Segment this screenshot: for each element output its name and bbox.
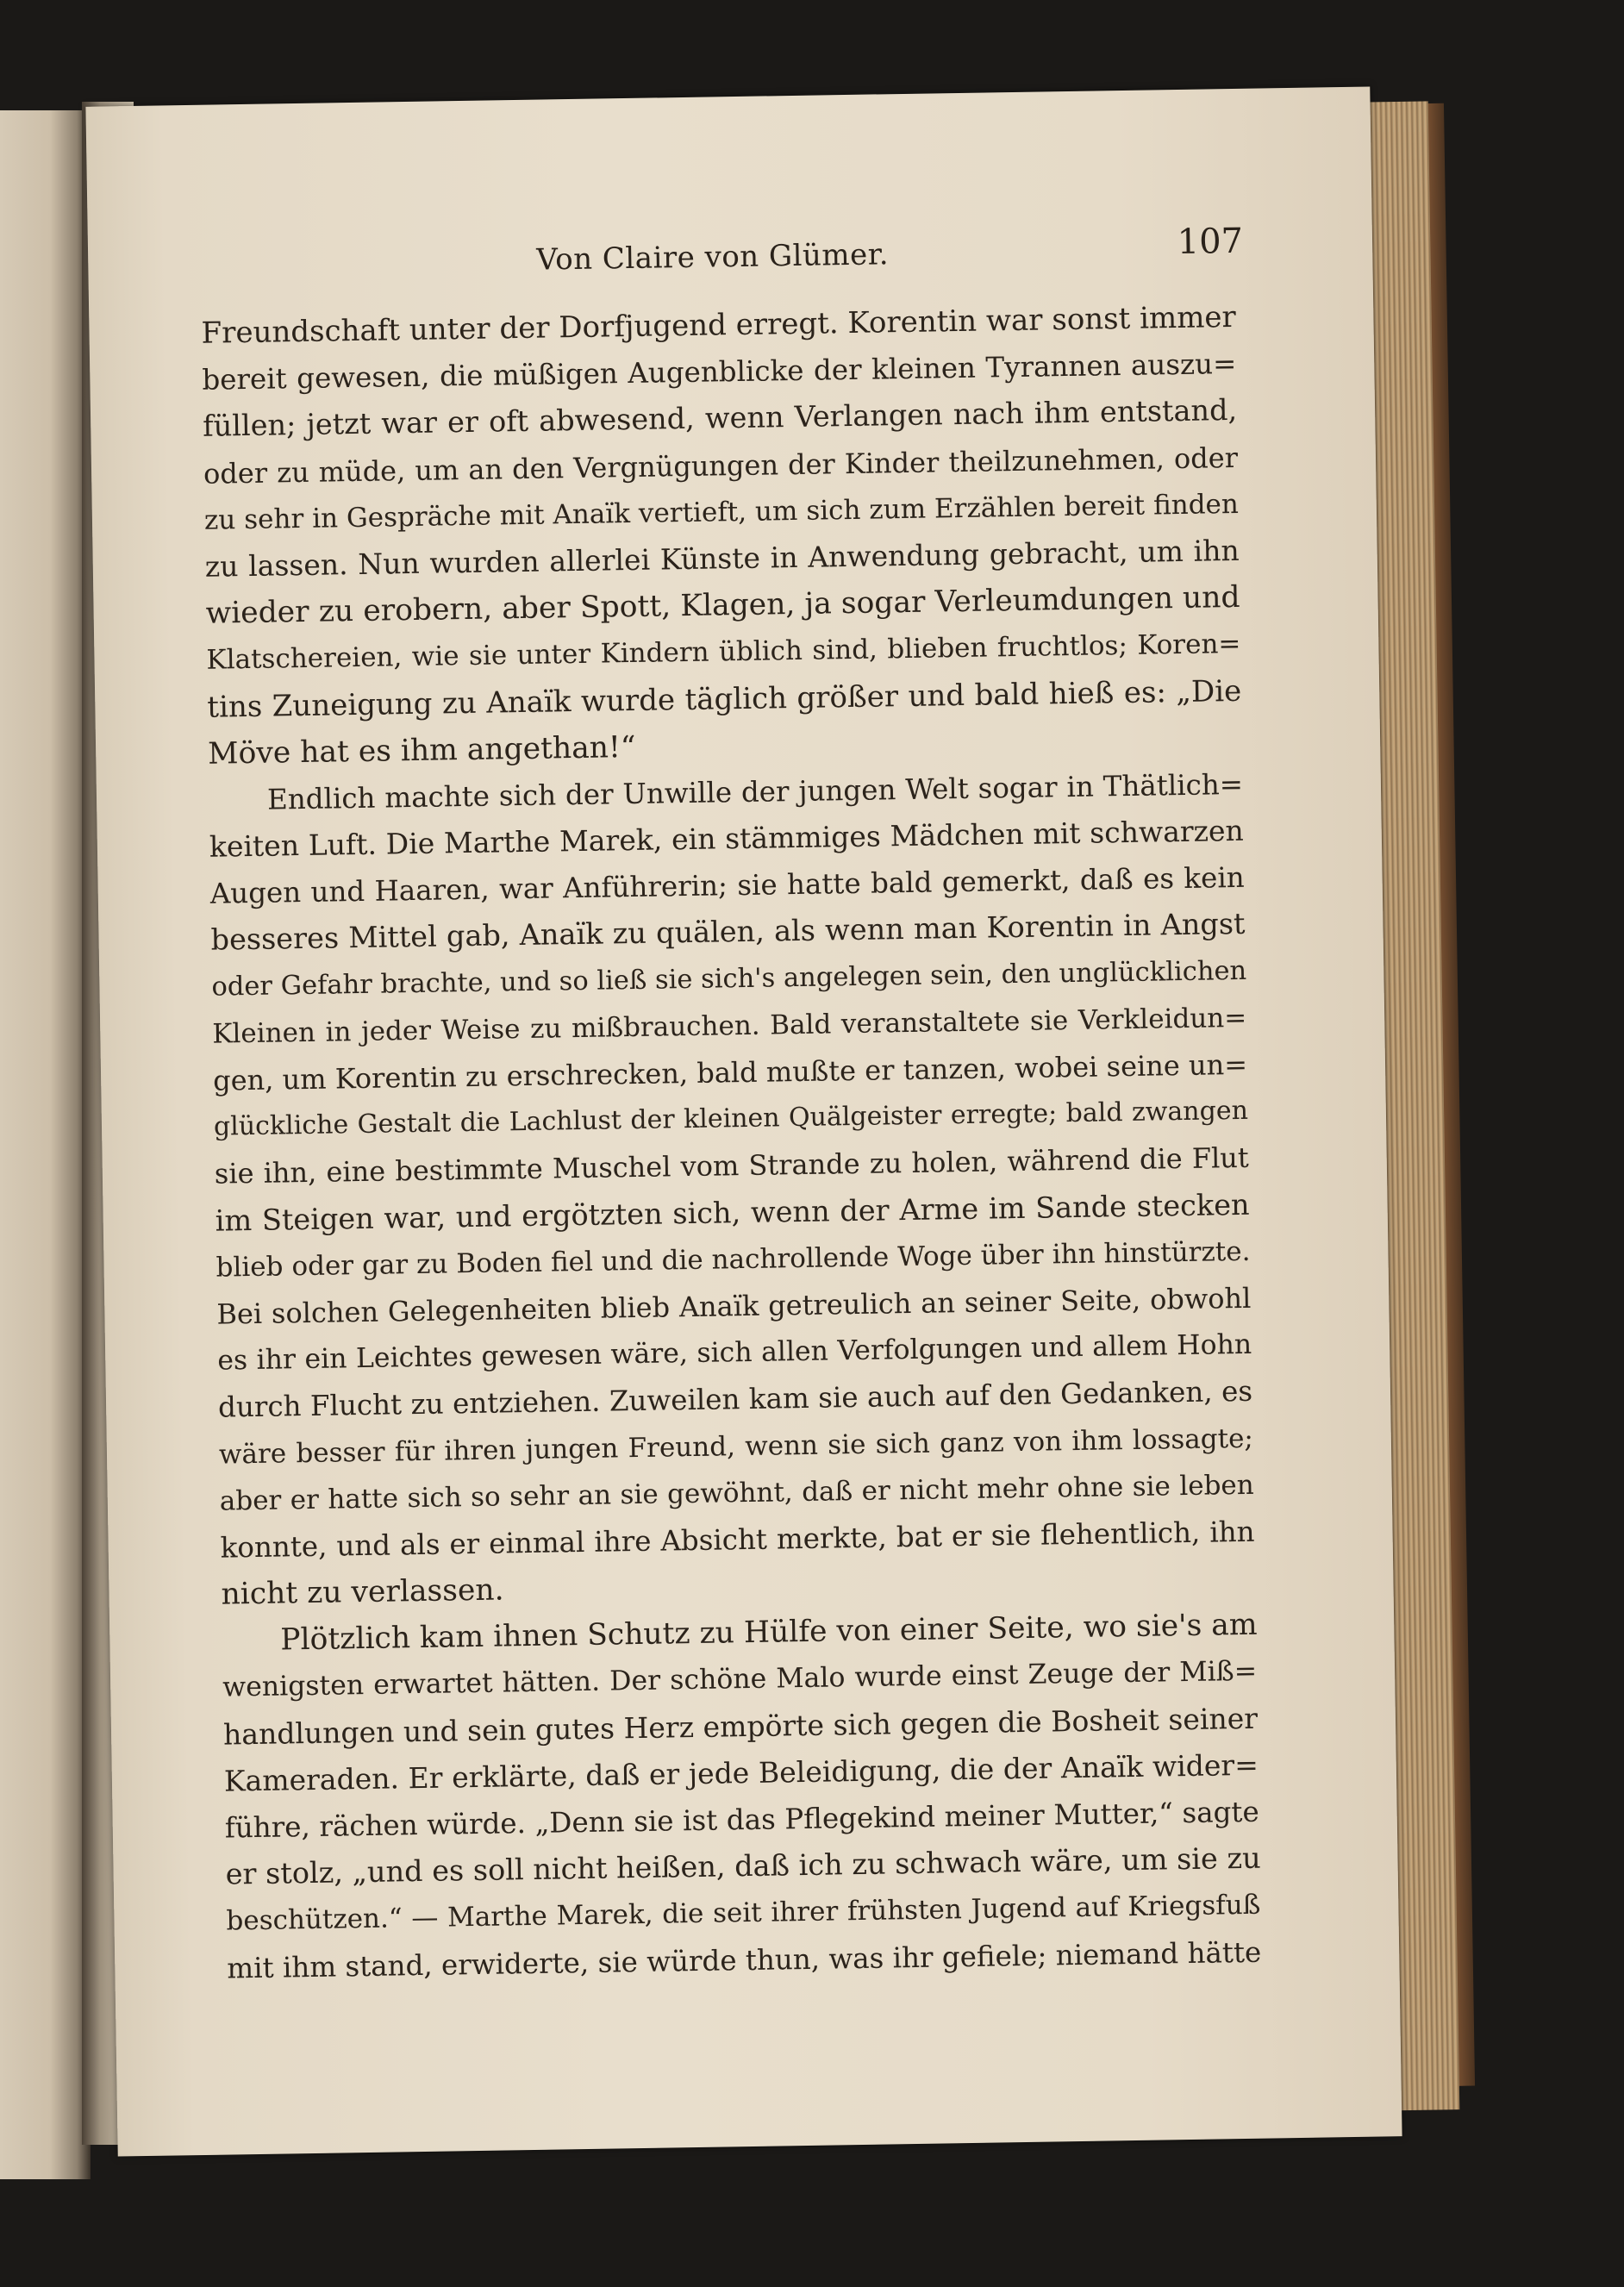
text-line: Freundschaft unter der Dorfjugend erregt. Korentin war sonst immer <box>201 299 1237 351</box>
text-line: füllen; jetzt war er oft abwesend, wenn Verlangen nach ihm entstand, <box>202 393 1238 444</box>
text-line: sie ihn, eine bestimmte Muschel vom Strande zu holen, während die Flut <box>214 1141 1250 1191</box>
text-line: Kameraden. Er erklärte, daß er jede Beleidigung, die der Anaïk wider= <box>223 1747 1259 1798</box>
text-line: wieder zu erobern, aber Spott, Klagen, ja sogar Verleumdungen und <box>205 580 1240 631</box>
text-line: glückliche Gestalt die Lachlust der kleinen Quälgeister erregte; bald zwangen <box>213 1096 1249 1142</box>
text-line: Endlich machte sich der Unwille der jungen Welt sogar in Thätlich= <box>266 767 1244 816</box>
text-line: zu sehr in Gespräche mit Anaïk vertieft, um sich zum Erzählen bereit finden <box>203 488 1240 536</box>
text-line: oder zu müde, um an den Vergnügungen der Kinder theilzunehmen, oder <box>203 441 1239 491</box>
text-line: im Steigen war, und ergötzten sich, wenn der Arme im Sande stecken <box>215 1187 1250 1238</box>
text-line: es ihr ein Leichtes gewesen wäre, sich allen Verfolgungen und allem Hohn <box>217 1328 1252 1377</box>
text-line: bereit gewesen, die müßigen Augenblicke der kleinen Tyrannen auszu= <box>202 347 1237 397</box>
text-line: handlungen und sein gutes Herz empörte sich gegen die Bosheit seiner <box>222 1701 1259 1752</box>
text-line: konnte, und als er einmal ihre Absicht merkte, bat er sie flehentlich, ihn <box>220 1515 1255 1565</box>
text-line: beschützen.“ — Marthe Marek, die seit ihrer frühsten Jugend auf Kriegsfuß <box>226 1890 1261 1937</box>
page-header <box>88 216 1373 287</box>
text-line: oder Gefahr brachte, und so ließ sie sich's angelegen sein, den unglücklichen <box>211 955 1247 1003</box>
page-number: 107 <box>1177 221 1244 262</box>
text-line: wäre besser für ihren jungen Freund, wenn sie sich ganz von ihm lossagte; <box>218 1422 1254 1471</box>
text-line: Möve hat es ihm angethan!“ <box>207 729 636 772</box>
book-page <box>85 86 1402 2156</box>
text-line: blieb oder gar zu Boden fiel und die nachrollende Woge über ihn hinstürzte. <box>215 1235 1251 1284</box>
text-line: Plötzlich kam ihnen Schutz zu Hülfe von einer Seite, wo sie's am <box>280 1607 1258 1658</box>
text-line: Klatschereien, wie sie unter Kindern üblich sind, blieben fruchtlos; Koren= <box>206 628 1241 677</box>
text-line: er stolz, „und es soll nicht heißen, daß ich zu schwach wäre, um sie zu <box>225 1840 1261 1891</box>
text-line: führe, rächen würde. „Denn sie ist das Pflegekind meiner Mutter,“ sagte <box>224 1795 1259 1845</box>
text-line: besseres Mittel gab, Anaïk zu quälen, als wenn man Korentin in Angst <box>210 907 1246 958</box>
facing-page-edge <box>0 110 91 2179</box>
running-head: Von Claire von Glümer. <box>535 237 890 278</box>
text-line: Bei solchen Gelegenheiten blieb Anaïk getreulich an seiner Seite, obwohl <box>216 1281 1252 1331</box>
text-line: gen, um Korentin zu erschrecken, bald mußte er tanzen, wobei seine un= <box>212 1047 1248 1097</box>
text-line: tins Zuneigung zu Anaïk wurde täglich größer und bald hieß es: „Die <box>207 673 1242 725</box>
text-line: nicht zu verlassen. <box>221 1572 504 1612</box>
text-line: keiten Luft. Die Marthe Marek, ein stämmiges Mädchen mit schwarzen <box>209 813 1245 864</box>
text-line: aber er hatte sich so sehr an sie gewöhnt, daß er nicht mehr ohne sie leben <box>219 1469 1254 1517</box>
text-line: zu lassen. Nun wurden allerlei Künste in Anwendung gebracht, um ihn <box>204 533 1240 584</box>
text-line: Augen und Haaren, war Anführerin; sie hatte bald gemerkt, daß es kein <box>209 861 1245 910</box>
text-line: Kleinen in jeder Weise zu mißbrauchen. Bald veranstaltete sie Verkleidun= <box>212 1002 1247 1050</box>
body-text <box>201 294 1261 1991</box>
text-line: durch Flucht zu entziehen. Zuweilen kam sie auch auf den Gedanken, es <box>217 1375 1253 1424</box>
text-line: mit ihm stand, erwiderte, sie würde thun, was ihr gefiele; niemand hätte <box>227 1935 1262 1985</box>
text-line: wenigsten erwartet hätten. Der schöne Malo wurde einst Zeuge der Miß= <box>222 1656 1258 1704</box>
